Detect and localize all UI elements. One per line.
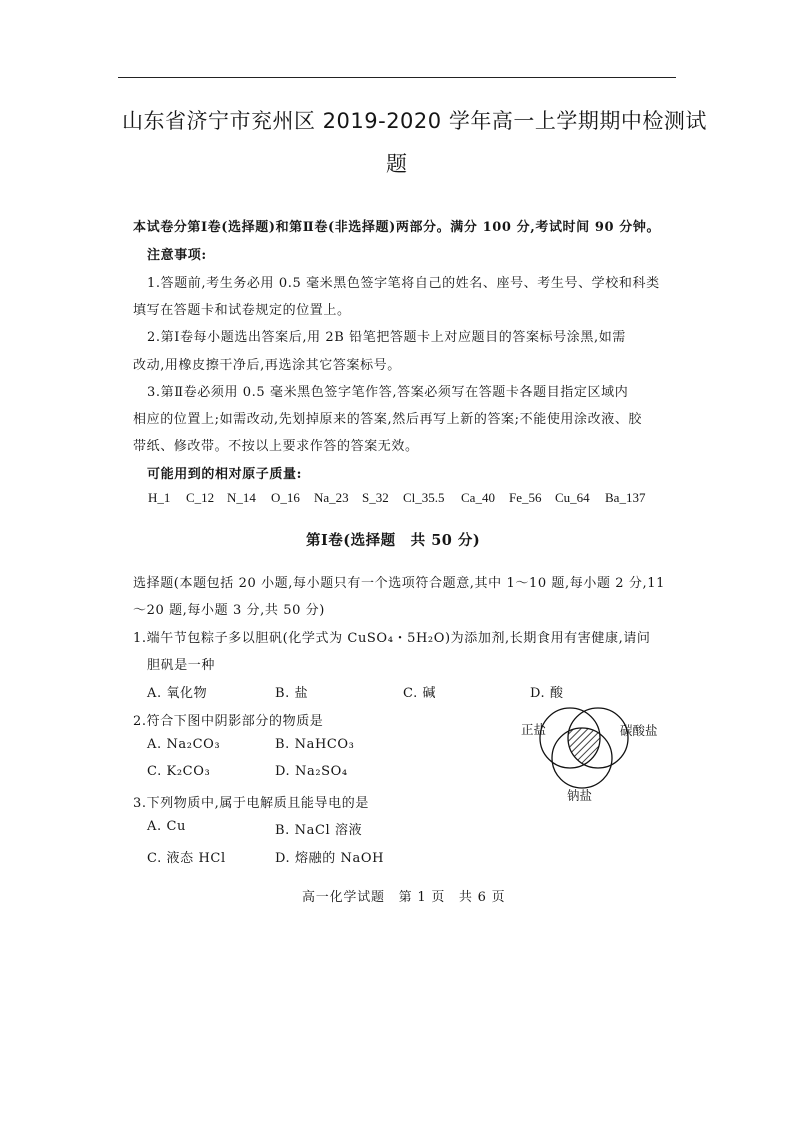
atomic-mass-ba: Ba_137: [605, 490, 646, 505]
venn-label-normal-salt: 正盐: [521, 722, 547, 737]
atomic-mass-c: C_12: [186, 490, 215, 505]
section-1-instruction-line-1: 选择题(本题包括 20 小题,每小题只有一个选项符合题意,其中 1～10 题,每小题 2 分,11: [133, 576, 665, 591]
question-1-option-d: D. 酸: [530, 686, 564, 701]
question-3-option-d: D. 熔融的 NaOH: [275, 851, 385, 866]
header-rule: [118, 77, 676, 78]
atomic-mass-cl: Cl_35.5: [403, 490, 445, 505]
question-3-option-a: A. Cu: [147, 819, 186, 834]
atomic-mass-cu: Cu_64: [555, 490, 590, 505]
exam-intro: 本试卷分第Ⅰ卷(选择题)和第Ⅱ卷(非选择题)两部分。满分 100 分,考试时间 90 分钟。: [133, 220, 661, 235]
note-1-line-2: 填写在答题卡和试卷规定的位置上。: [133, 303, 351, 318]
section-1-instruction-line-2: ～20 题,每小题 3 分,共 50 分): [133, 603, 325, 618]
note-3-line-1: 3.第Ⅱ卷必须用 0.5 毫米黑色签字笔作答,答案必须写在答题卡各题目指定区域内: [147, 385, 629, 400]
question-1-option-a: A. 氧化物: [147, 686, 208, 701]
page-title-line-2: 题: [386, 152, 408, 176]
atomic-mass-o: O_16: [271, 490, 300, 505]
atomic-mass-fe: Fe_56: [509, 490, 542, 505]
note-2-line-2: 改动,用橡皮擦干净后,再选涂其它答案标号。: [133, 358, 401, 373]
atomic-mass-na: Na_23: [314, 490, 349, 505]
question-1-option-c: C. 碱: [403, 686, 437, 701]
question-3-option-c: C. 液态 HCl: [147, 851, 226, 866]
question-1-stem-line-2: 胆矾是一种: [147, 658, 216, 673]
atomic-mass-n: N_14: [227, 490, 256, 505]
question-3-option-b: B. NaCl 溶液: [275, 823, 363, 838]
page-title-line-1: 山东省济宁市兖州区 2019-2020 学年高一上学期期中检测试: [122, 109, 707, 133]
atomic-mass-h: H_1: [148, 490, 171, 505]
notes-heading: 注意事项:: [147, 248, 207, 263]
note-3-line-2: 相应的位置上;如需改动,先划掉原来的答案,然后再写上新的答案;不能使用涂改液、胶: [133, 412, 643, 427]
question-3-stem: 3.下列物质中,属于电解质且能导电的是: [133, 796, 369, 811]
venn-label-carbonate: 碳酸盐: [620, 723, 658, 738]
atomic-masses-row: [0, 490, 794, 508]
question-2-option-d: D. Na₂SO₄: [275, 764, 348, 779]
question-2-stem: 2.符合下图中阴影部分的物质是: [133, 714, 324, 729]
atomic-mass-ca: Ca_40: [461, 490, 495, 505]
question-1-option-b: B. 盐: [275, 686, 309, 701]
atomic-masses-heading: 可能用到的相对原子质量:: [147, 467, 302, 482]
question-2-option-a: A. Na₂CO₃: [147, 737, 221, 752]
question-2-option-b: B. NaHCO₃: [275, 737, 355, 752]
page-footer: 高一化学试题 第 1 页 共 6 页: [302, 890, 506, 905]
atomic-mass-s: S_32: [362, 490, 389, 505]
note-1-line-1: 1.答题前,考生务必用 0.5 毫米黑色签字笔将自己的姓名、座号、考生号、学校和科类: [147, 276, 660, 291]
section-1-heading: 第Ⅰ卷(选择题 共 50 分): [306, 532, 481, 549]
note-2-line-1: 2.第Ⅰ卷每小题选出答案后,用 2B 铅笔把答题卡上对应题目的答案标号涂黑,如需: [147, 330, 626, 345]
question-1-stem-line-1: 1.端午节包粽子多以胆矾(化学式为 CuSO₄・5H₂O)为添加剂,长期食用有害健康,请问: [133, 631, 651, 646]
note-3-line-3: 带纸、修改带。不按以上要求作答的答案无效。: [133, 439, 419, 454]
venn-label-sodium-salt: 钠盐: [567, 788, 593, 803]
question-2-option-c: C. K₂CO₃: [147, 764, 211, 779]
